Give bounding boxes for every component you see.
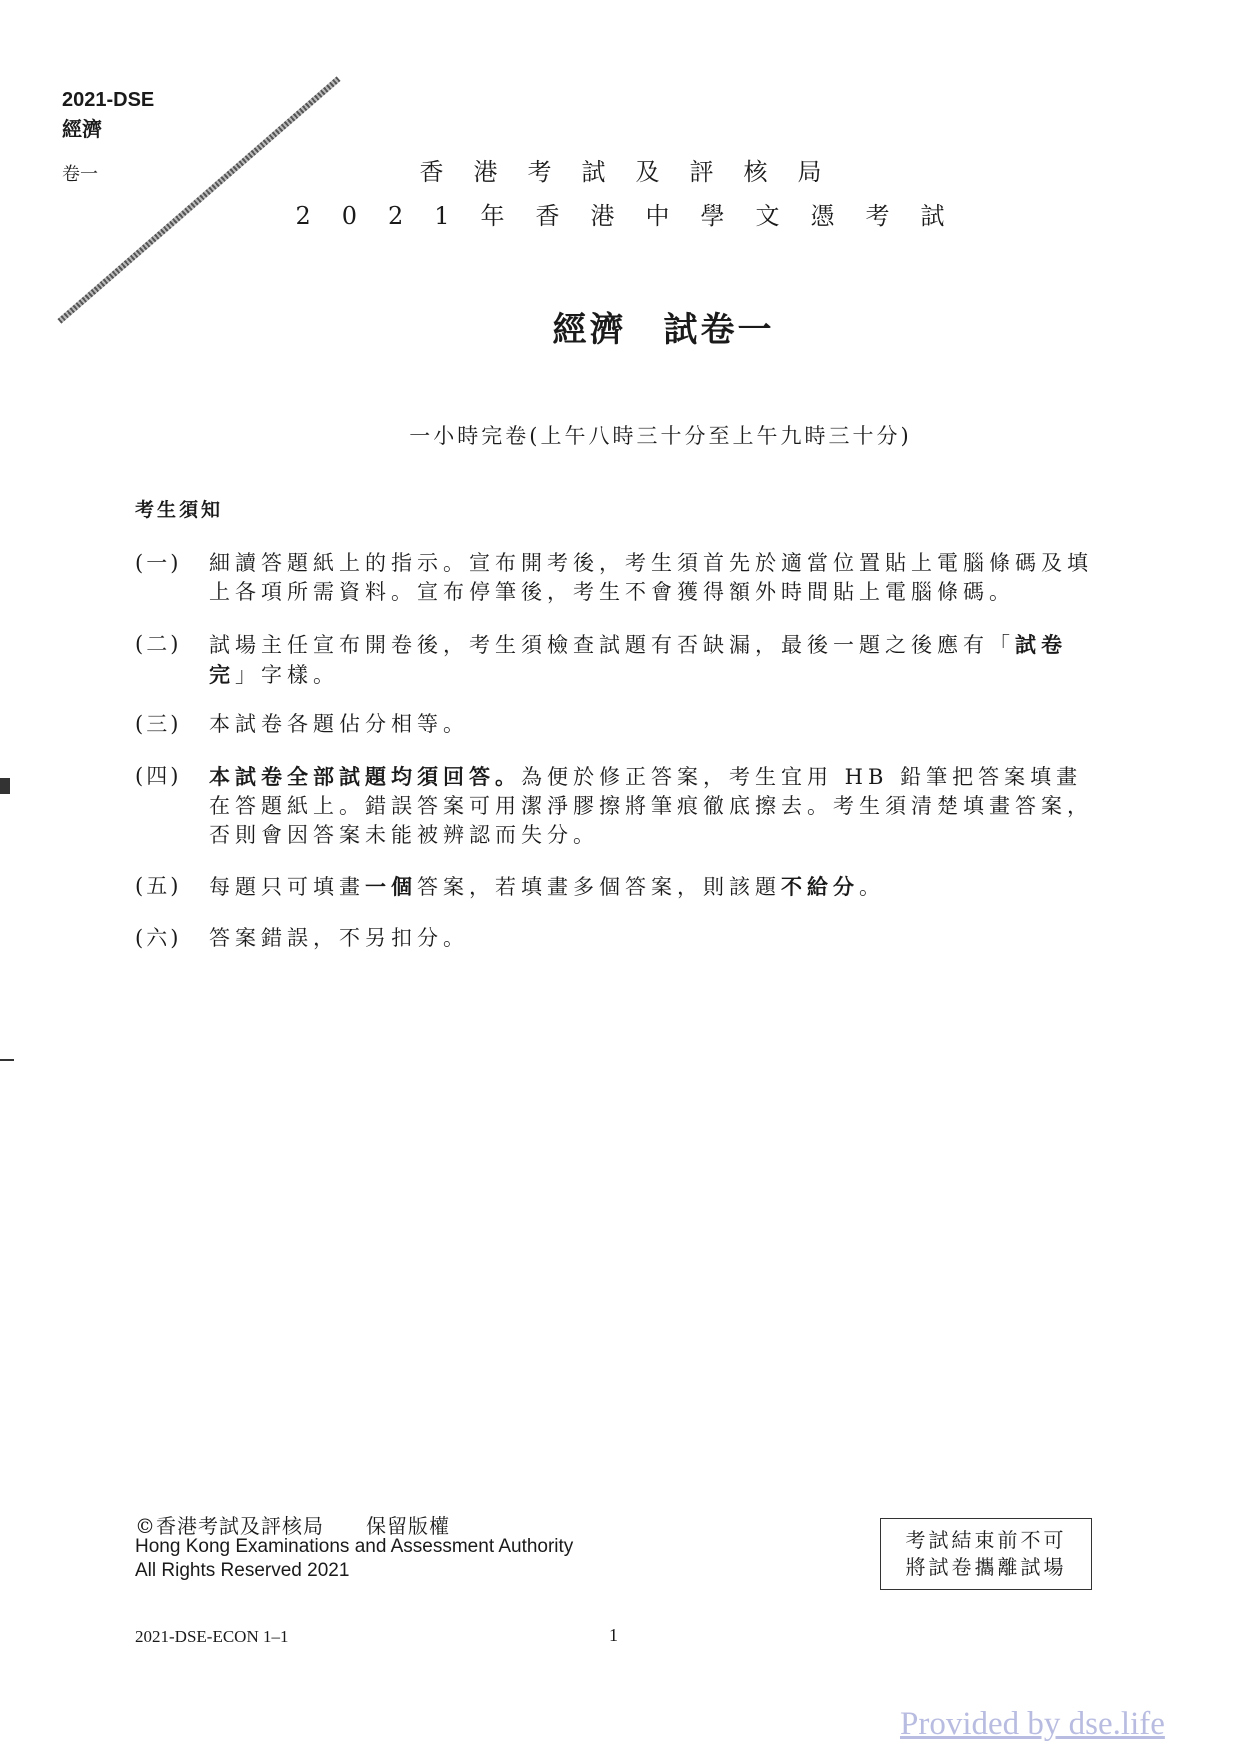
notice-line: 將試卷攜離試場 [905, 1555, 1067, 1579]
authority-name: 香港考試及評核局 [419, 158, 852, 186]
copyright-chinese: ©香港考試及評核局 保留版權 [135, 1514, 450, 1538]
copyright-english-line2: All Rights Reserved 2021 [135, 1560, 350, 1581]
instruction-number: (三) [135, 712, 182, 736]
instructions-heading: 考生須知 [135, 499, 224, 521]
instruction-text: 答案錯誤，不另扣分。 [209, 926, 469, 950]
instruction-text: 每題只可填畫一個答案，若填畫多個答案，則該題不給分。 [209, 874, 885, 899]
paper-title: 經濟 試卷一 [552, 310, 775, 350]
corner-paper-label: 卷一 [62, 164, 98, 185]
page-number: 1 [609, 1625, 618, 1645]
notice-line: 考試結束前不可 [905, 1528, 1067, 1552]
instruction-text: 細讀答題紙上的指示。宣布開考後，考生須首先於適當位置貼上電腦條碼及填上各項所需資料。宣布停筆後，考生不會獲得額外時間貼上電腦條碼。 [209, 551, 1093, 604]
corner-subject: 經濟 [62, 119, 102, 141]
emphasis-text: 本試卷全部試題均須回答。 [209, 764, 521, 789]
emphasis-text: 不給分 [781, 874, 859, 899]
margin-mark [0, 778, 10, 794]
instruction-number: (五) [135, 874, 182, 898]
instruction-text: 本試卷全部試題均須回答。為便於修正答案，考生宜用 HB 鉛筆把答案填畫在答題紙上。錯誤答案可用潔淨膠擦將筆痕徹底擦去。考生須清楚填畫答案，否則會因答案未能被辨認而失分。 [209, 764, 1093, 847]
exam-name: 2021年香港中學文憑考試 [295, 202, 976, 230]
instruction-number: (一) [135, 551, 182, 575]
instruction-number: (四) [135, 764, 182, 788]
emphasis-text: 一個 [365, 874, 417, 899]
margin-mark [0, 1059, 14, 1061]
watermark-link[interactable]: Provided by dse.life [900, 1706, 1165, 1742]
instruction-number: (六) [135, 926, 182, 950]
instruction-text: 試場主任宣布開卷後，考生須檢查試題有否缺漏，最後一題之後應有「試卷完」字樣。 [209, 632, 1067, 687]
instruction-number: (二) [135, 632, 182, 656]
paper-code: 2021-DSE-ECON 1–1 [135, 1627, 289, 1646]
take-away-notice-box [880, 1518, 1092, 1590]
copyright-english-line1: Hong Kong Examinations and Assessment Authority [135, 1536, 574, 1557]
instruction-text: 本試卷各題佔分相等。 [209, 712, 469, 736]
exam-duration: 一小時完卷(上午八時三十分至上午九時三十分) [409, 424, 912, 448]
corner-exam-code: 2021-DSE [62, 89, 155, 111]
emphasis-text: 試卷完 [209, 632, 1067, 687]
